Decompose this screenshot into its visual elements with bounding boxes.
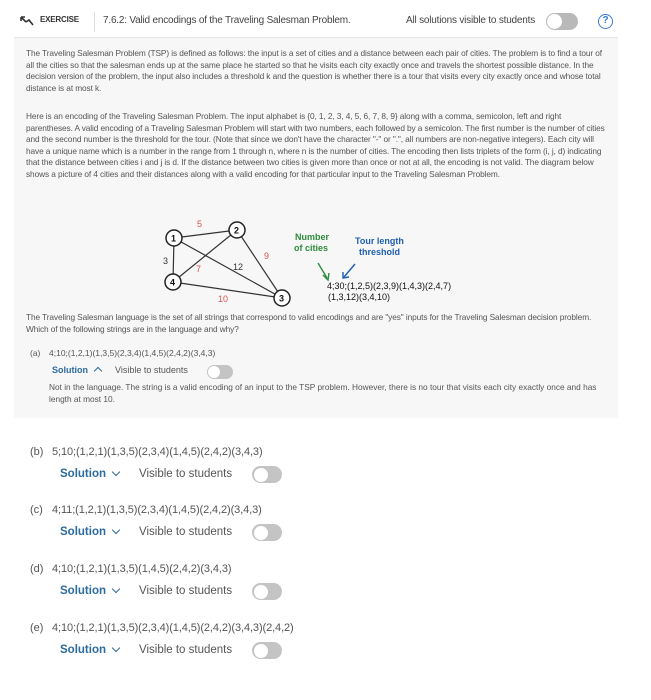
toggle-knob [547,14,562,29]
item-a-solution-button[interactable]: Solution [52,365,88,375]
edge-label-4-3: 10 [218,294,229,304]
item-b-visible-label: Visible to students [139,468,233,480]
arrow-cities [318,263,329,280]
item-e-solution-button[interactable]: Solution [60,644,106,656]
intro-paragraph-1: The Traveling Salesman Problem (TSP) is defined as follows: the input is a set of cities and a distance between each pair of cities. The problem is to find a tour of all the cities so that the salesman ends up at the same place he started so that he visits each city exactly once and travels the shortest possible distance. In the decision version of the problem, the input also includes a threshold k and the question is whether there is a tour that visits every city exactly once and whose total distance is at most k. [26,48,602,93]
item-e-label: (e) [30,622,44,634]
item-d-string: 4;10;(1,2,1)(1,3,5)(1,4,5)(2,4,2)(3,4,3) [52,563,232,575]
item-e-string: 4;10;(1,2,1)(1,3,5)(2,3,4)(1,4,5)(2,4,2)(3,4,3)(2,4,2) [52,622,294,634]
chevron-down-icon[interactable] [112,468,120,476]
all-solutions-label: All solutions visible to students [406,15,536,26]
label-tour-threshold-1: Tour length [355,236,404,246]
item-c-string: 4;11;(1,2,1)(1,3,5)(2,3,4)(1,4,5)(2,4,2)(3,4,3) [52,504,262,516]
encoding-line-1: 4;30;(1,2,5)(2,3,9)(1,4,3)(2,4,7) [327,281,452,291]
header-divider [94,12,95,32]
help-icon[interactable]: ? [598,14,613,29]
chevron-down-icon[interactable] [112,585,120,593]
edge-label-1-3: 12 [233,262,244,272]
intro-paragraph-2: Here is an encoding of the Traveling Salesman Problem. The input alphabet is {0, 1, 2, 3, 4, 5, 6, 7, 8, 9} along with a comma, semicolon, left and right parentheses. A valid encoding of a Traveling Salesman Problem will start with two numbers, each followed by a semicolon. The first number is the number of cities and the second number is the threshold for the tour. (Note that since we don't have the character "-" or ".", all numbers are non-negative integers). Each city will have a unique name which is a number in the range from 1 through n, where n is the number of cities. The encoding then lists triplets of the form (i, j, d) indicating that the distance between cities i and j is d. If the distance between two cities is given more than once or not at all, the encoding is not valid. The diagram below shows a picture of 4 cities and their distances along with a valid encoding for that particular input to the Traveling Salesman Problem. [26,111,605,179]
question-paragraph: The Traveling Salesman language is the set of all strings that correspond to valid encodings and are "yes" inputs for the Traveling Salesman decision problem. Which of the following strings are in the language and why? [26,312,592,334]
label-number-of-cities-2: of cities [294,243,329,253]
city-node-3 [274,290,290,306]
tsp-diagram [160,214,500,310]
edge-2-3 [237,230,282,298]
city-label-1: 1 [171,233,177,244]
toggle-knob [254,585,268,599]
label-number-of-cities-1: Number [295,232,330,242]
toggle-knob [254,526,268,540]
chevron-down-icon[interactable] [112,644,120,652]
exercise-header [14,6,618,38]
item-a-visible-toggle[interactable] [207,365,233,379]
all-solutions-toggle[interactable] [546,13,578,30]
item-a-visible-label: Visible to students [115,365,188,375]
item-d-solution-row [60,585,232,597]
item-b-solution-row [60,468,232,480]
exercise-icon [20,16,34,28]
city-node-2 [229,222,245,238]
city-label-3: 3 [279,293,285,304]
edge-1-2 [174,230,237,238]
edge-label-2-4: 7 [196,264,202,274]
chevron-up-icon[interactable] [94,367,102,375]
city-node-1 [166,230,182,246]
item-b-solution-button[interactable]: Solution [60,468,106,480]
toggle-knob [254,468,268,482]
item-c-label: (c) [30,504,43,516]
item-b-string: 5;10;(1,2,1)(1,3,5)(2,3,4)(1,4,5)(2,4,2)(3,4,3) [52,446,263,458]
toggle-knob [208,366,220,378]
item-b-label: (b) [30,446,44,458]
exercise-badge: EXERCISE [40,15,79,24]
encoding-line-2: (1,3,12)(3,4,10) [328,292,391,302]
item-c-solution-row [60,526,232,538]
item-e-visible-label: Visible to students [139,644,233,656]
item-d-visible-label: Visible to students [139,585,233,597]
item-c-visible-toggle[interactable] [252,524,282,541]
item-a-solution-row [52,365,188,375]
city-node-4 [165,274,181,290]
item-c-visible-label: Visible to students [139,526,233,538]
item-a-label: (a) [30,348,41,358]
item-d-visible-toggle[interactable] [252,583,282,600]
edge-label-1-4: 3 [163,256,169,266]
item-a-string: 4;10;(1,2,1)(1,3,5)(2,3,4)(1,4,5)(2,4,2)(3,4,3) [49,348,216,358]
city-label-2: 2 [234,225,240,236]
arrow-threshold [343,264,355,278]
item-b-visible-toggle[interactable] [252,466,282,483]
city-label-4: 4 [170,277,176,288]
item-d-label: (d) [30,563,44,575]
item-a-solution-text: Not in the language. The string is a valid encoding of an input to the TSP problem. However, there is no tour that visits each city exactly once and has length at most 10. [49,382,597,404]
item-d-solution-button[interactable]: Solution [60,585,106,597]
item-e-solution-row [60,644,232,656]
toggle-knob [254,644,268,658]
item-c-solution-button[interactable]: Solution [60,526,106,538]
exercise-title: 7.6.2: Valid encodings of the Traveling Salesman Problem. [103,15,351,26]
edge-label-2-3: 9 [264,251,270,261]
item-e-visible-toggle[interactable] [252,642,282,659]
edge-label-1-2: 5 [197,219,203,229]
label-tour-threshold-2: threshold [359,247,401,257]
chevron-down-icon[interactable] [112,526,120,534]
